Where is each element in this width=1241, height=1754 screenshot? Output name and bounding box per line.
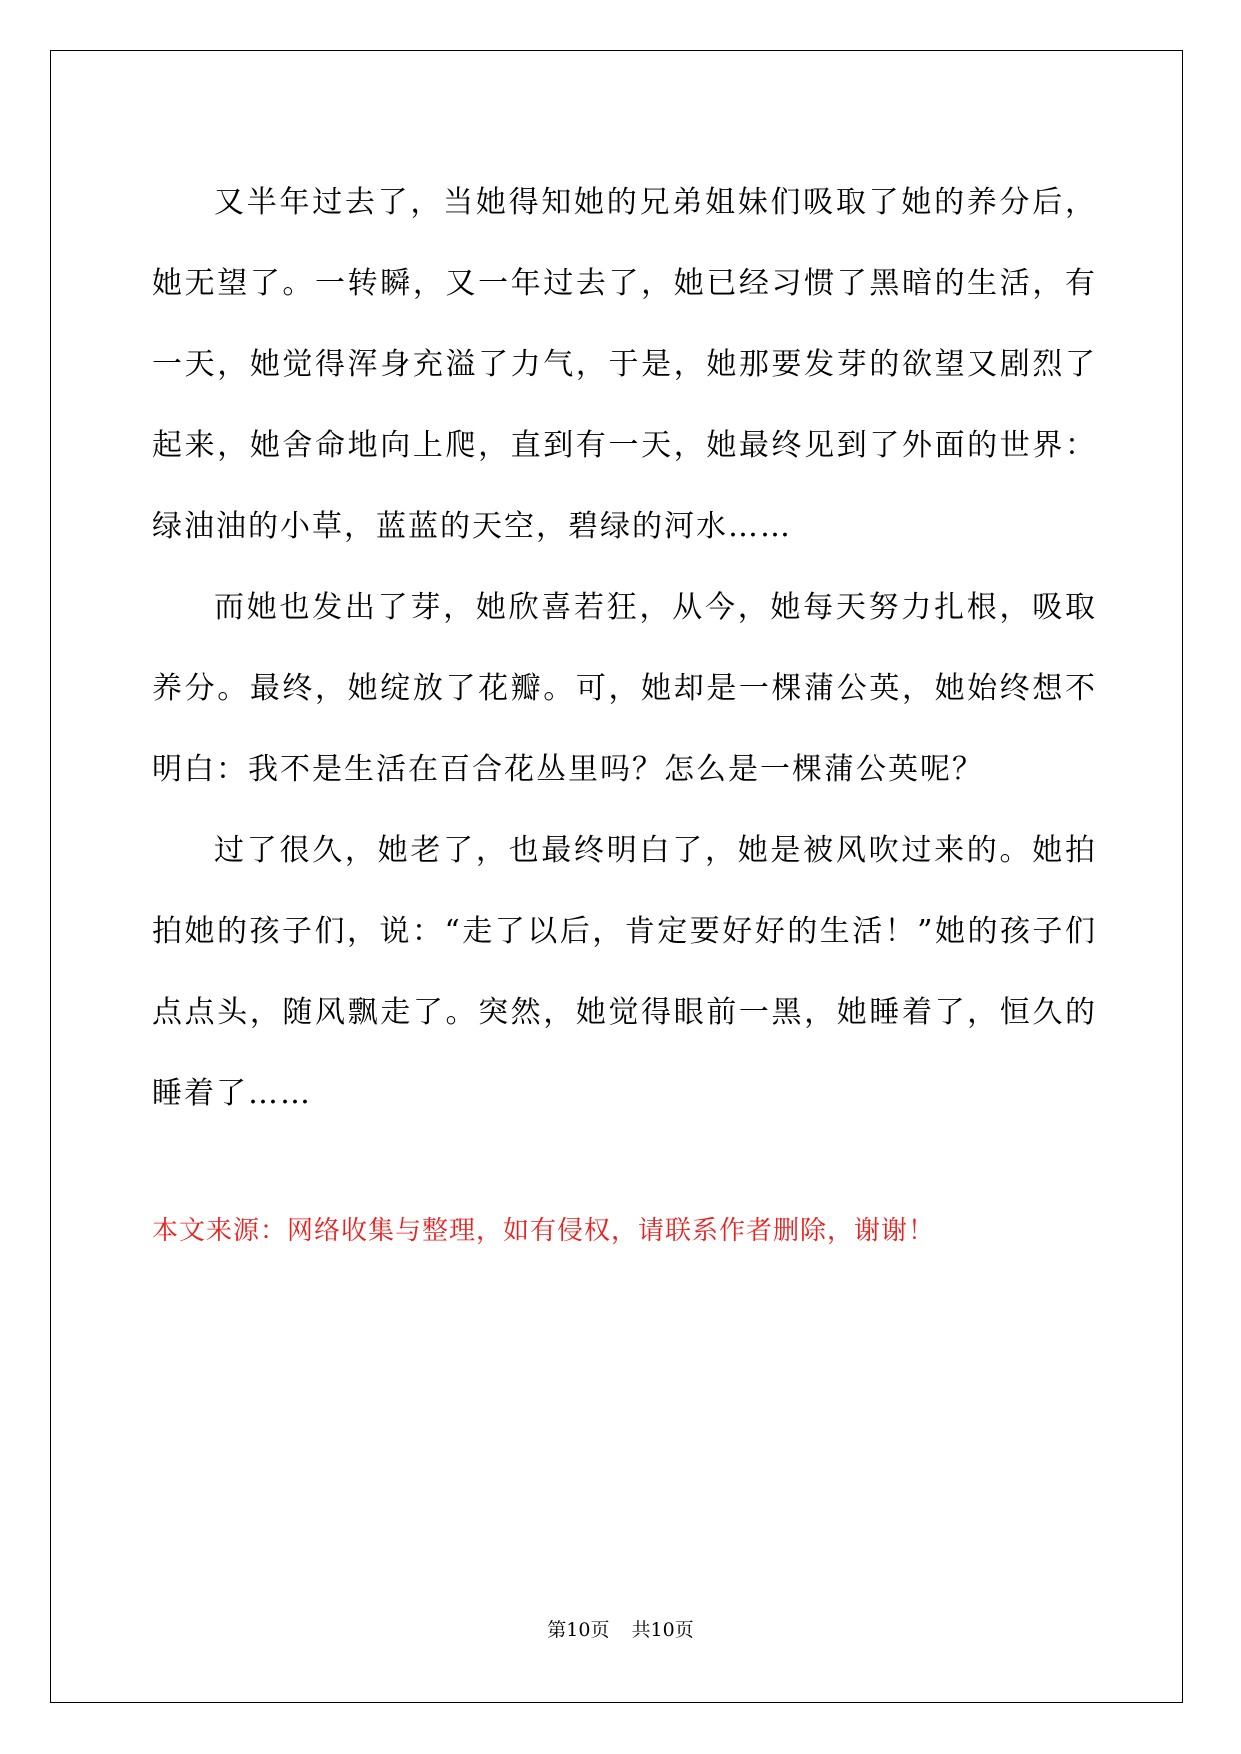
page-total: 共10页 [631,1619,694,1641]
paragraph: 又半年过去了，当她得知她的兄弟姐妹们吸取了她的养分后，她无望了。一转瞬，又一年过去了，她已经习惯了黑暗的生活，有一天，她觉得浑身充溢了力气，于是，她那要发芽的欲望又剧烈了起来，她舍命地向上爬，直到有一天，她最终见到了外面的世界：绿油油的小草，蓝蓝的天空，碧绿的河水…… [152,185,1097,544]
document-body [152,162,1097,1134]
paragraph: 而她也发出了芽，她欣喜若狂，从今，她每天努力扎根，吸取养分。最终，她绽放了花瓣。可，她却是一棵蒲公英，她始终想不明白：我不是生活在百合花丛里吗？怎么是一棵蒲公英呢？ [152,590,1097,787]
paragraph: 过了很久，她老了，也最终明白了，她是被风吹过来的。她拍拍她的孩子们，说：“走了以后，肯定要好好的生活！”她的孩子们点点头，随风飘走了。突然，她觉得眼前一黑，她睡着了，恒久的睡着了…… [152,833,1097,1111]
page-number: 第10页 [547,1619,610,1641]
source-note: 本文来源：网络收集与整理，如有侵权，请联系作者删除，谢谢！ [152,1216,936,1246]
page-footer [0,1616,1241,1644]
